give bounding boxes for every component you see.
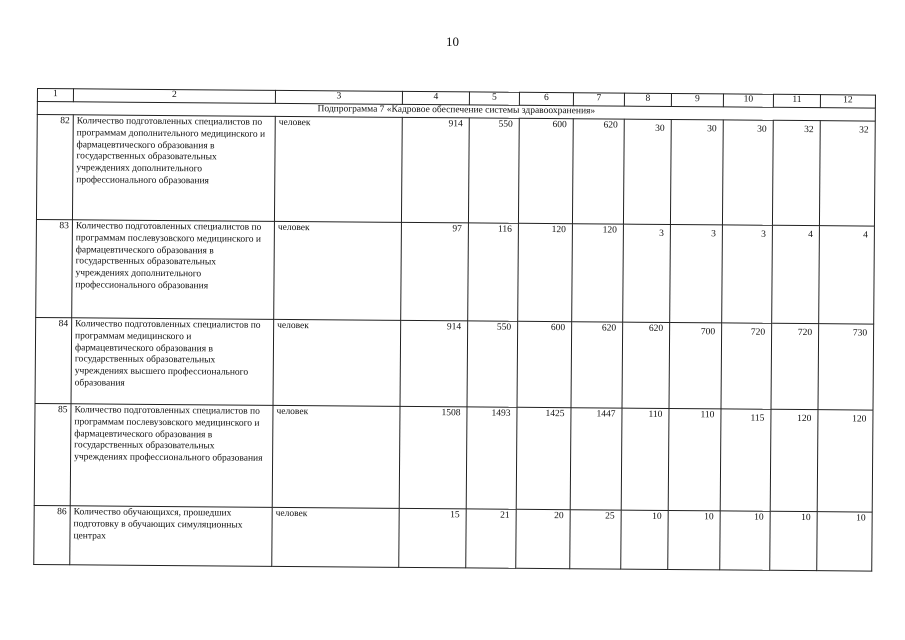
value-cell: 3 xyxy=(722,225,773,323)
unit-cell: человек xyxy=(274,221,402,320)
header-cell: 10 xyxy=(723,94,773,107)
value-cell: 4 xyxy=(772,225,820,323)
unit-cell: человек xyxy=(272,507,399,567)
value-cell: 116 xyxy=(468,223,519,321)
row-number: 82 xyxy=(36,114,73,219)
value-cell: 1425 xyxy=(516,407,571,509)
header-cell: 2 xyxy=(73,89,275,103)
table-row xyxy=(36,114,875,226)
table-row xyxy=(35,317,874,410)
header-cell: 9 xyxy=(671,93,723,106)
indicator-name: Количество подготовленных специалистов по программам дополнительного медицинского и фармацевтического образования в государственных образовательных учреждениях дополнительного профессионального образования xyxy=(72,115,275,222)
value-cell: 10 xyxy=(817,511,872,570)
row-number: 84 xyxy=(35,317,72,403)
value-cell: 30 xyxy=(670,119,723,224)
value-cell: 600 xyxy=(517,321,572,407)
value-cell: 110 xyxy=(668,408,721,510)
table-row xyxy=(34,403,873,512)
value-cell: 32 xyxy=(819,120,875,225)
value-cell: 32 xyxy=(772,120,820,225)
value-cell: 97 xyxy=(401,222,469,321)
value-cell: 1447 xyxy=(570,407,622,509)
page-number: 10 xyxy=(446,34,459,49)
value-cell: 700 xyxy=(669,322,722,408)
value-cell: 21 xyxy=(466,509,516,568)
unit-cell: человек xyxy=(274,116,402,222)
table-row xyxy=(36,219,875,324)
header-cell: 6 xyxy=(519,92,573,105)
value-cell: 120 xyxy=(817,409,873,511)
header-cell: 11 xyxy=(773,94,820,107)
indicator-table-container xyxy=(33,88,875,571)
value-cell: 10 xyxy=(668,510,720,569)
header-cell: 5 xyxy=(469,92,519,105)
value-cell: 4 xyxy=(819,225,875,323)
value-cell: 30 xyxy=(722,120,773,225)
subprogram-title: Подпрограмма 7 «Кадровое обеспечение системы здравоохранения» xyxy=(37,101,875,120)
value-cell: 10 xyxy=(621,510,668,569)
value-cell: 914 xyxy=(400,320,468,407)
row-number: 83 xyxy=(36,219,73,317)
value-cell: 30 xyxy=(623,119,671,224)
value-cell: 10 xyxy=(720,511,770,570)
value-cell: 120 xyxy=(572,223,624,321)
table-row xyxy=(34,505,872,571)
value-cell: 550 xyxy=(468,118,519,223)
value-cell: 3 xyxy=(623,224,671,322)
indicator-name: Количество обучающихся, прошедших подготовку в обучающих симуляционных центрах xyxy=(70,506,272,567)
value-cell: 110 xyxy=(621,408,669,510)
value-cell: 3 xyxy=(670,224,723,322)
indicator-table xyxy=(33,88,876,571)
row-number: 85 xyxy=(34,403,71,505)
value-cell: 115 xyxy=(720,409,771,511)
header-cell: 8 xyxy=(624,93,671,106)
indicator-name: Количество подготовленных специалистов по программам послевузовского медицинского и фармацевтического образования в государственных образовательных учреждениях профессионального образования xyxy=(70,404,273,508)
indicator-name: Количество подготовленных специалистов по программам послевузовского медицинского и фармацевтического образования в государственных образовательных учреждениях дополнительного профессионального образования xyxy=(72,220,275,320)
value-cell: 20 xyxy=(516,509,570,568)
value-cell: 120 xyxy=(518,223,573,321)
header-cell: 1 xyxy=(37,89,73,102)
value-cell: 620 xyxy=(571,321,623,407)
value-cell: 600 xyxy=(518,118,573,223)
value-cell: 10 xyxy=(770,511,817,570)
indicator-name: Количество подготовленных специалистов по программам медицинского и фармацевтического образования в государственных образовательных учреждениях высшего профессионального образования xyxy=(71,318,274,406)
row-number: 86 xyxy=(34,505,70,564)
value-cell: 1508 xyxy=(399,406,467,509)
unit-cell: человек xyxy=(273,319,401,406)
header-cell: 3 xyxy=(275,90,402,104)
header-cell: 7 xyxy=(573,93,624,106)
value-cell: 25 xyxy=(570,509,621,568)
value-cell: 1493 xyxy=(466,407,517,509)
value-cell: 720 xyxy=(771,323,819,409)
unit-cell: человек xyxy=(272,405,400,508)
value-cell: 914 xyxy=(401,117,469,223)
value-cell: 720 xyxy=(721,323,772,409)
value-cell: 550 xyxy=(467,321,518,407)
header-cell: 4 xyxy=(402,91,469,104)
value-cell: 15 xyxy=(399,508,466,568)
value-cell: 620 xyxy=(572,118,624,223)
value-cell: 620 xyxy=(622,322,670,408)
value-cell: 730 xyxy=(818,323,874,409)
header-cell: 12 xyxy=(820,95,875,108)
value-cell: 120 xyxy=(770,409,818,511)
